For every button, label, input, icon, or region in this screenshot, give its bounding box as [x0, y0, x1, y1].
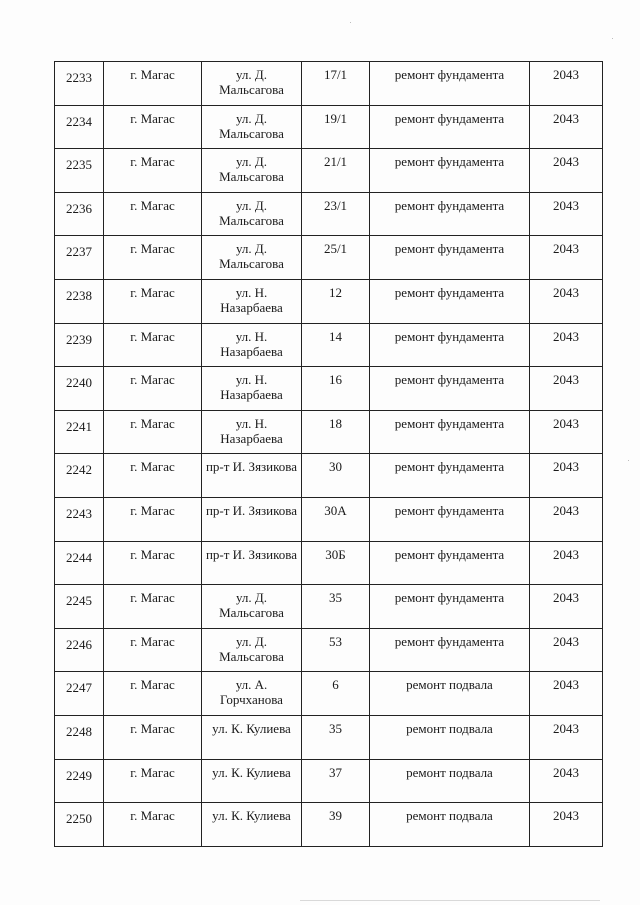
work-type-cell-text: ремонт фундамента	[394, 415, 505, 431]
house-number-cell	[302, 149, 370, 193]
work-type-cell	[370, 367, 530, 411]
street-cell	[202, 672, 302, 716]
work-type-cell	[370, 410, 530, 454]
table-row	[55, 149, 603, 193]
scan-speck	[612, 38, 613, 39]
house-number-cell	[302, 715, 370, 759]
work-type-cell-text: ремонт фундамента	[394, 67, 505, 82]
year-cell-text: 2043	[553, 67, 579, 82]
row-number-cell	[55, 497, 104, 541]
year-cell-text: 2043	[553, 677, 579, 693]
city-cell-text: г. Магас	[130, 677, 175, 693]
row-number-cell-text: 2249	[66, 767, 92, 783]
row-number-cell	[55, 323, 104, 367]
year-cell	[530, 628, 603, 672]
house-number-cell	[302, 585, 370, 629]
house-number-cell	[302, 279, 370, 323]
row-number-cell	[55, 628, 104, 672]
year-cell	[530, 105, 603, 149]
work-type-cell-text: ремонт фундамента	[394, 633, 505, 649]
year-cell	[530, 236, 603, 280]
work-type-cell-text: ремонт фундамента	[394, 372, 505, 388]
year-cell	[530, 585, 603, 629]
year-cell-text: 2043	[553, 546, 579, 562]
street-cell-text: ул. К. Кулиева	[212, 808, 291, 824]
street-cell-text: ул. Н. Назарбаева	[220, 328, 283, 359]
row-number-cell	[55, 715, 104, 759]
city-cell	[104, 628, 202, 672]
house-number-cell-text: 19/1	[323, 110, 348, 126]
house-number-cell	[302, 236, 370, 280]
street-cell-text: ул. Д. Мальсагова	[219, 633, 284, 664]
street-cell	[202, 803, 302, 847]
street-cell-text: пр-т И. Зязикова	[205, 459, 298, 475]
work-type-cell	[370, 497, 530, 541]
row-number-cell	[55, 759, 104, 803]
street-cell	[202, 541, 302, 585]
street-cell-text: ул. Д. Мальсагова	[219, 197, 284, 228]
year-cell-text: 2043	[553, 197, 579, 213]
house-number-cell	[302, 628, 370, 672]
city-cell	[104, 367, 202, 411]
house-number-cell-text: 35	[329, 720, 342, 736]
year-cell-text: 2043	[553, 502, 579, 518]
work-type-cell	[370, 323, 530, 367]
city-cell-text: г. Магас	[130, 590, 175, 606]
house-number-cell-text: 21/1	[323, 154, 348, 170]
house-number-cell-text: 12	[329, 284, 342, 300]
row-number-cell	[55, 585, 104, 629]
year-cell	[530, 323, 603, 367]
street-cell-text: ул. Д. Мальсагова	[219, 154, 284, 185]
house-number-cell-text: 30Б	[325, 546, 346, 562]
city-cell	[104, 672, 202, 716]
house-number-cell	[302, 497, 370, 541]
row-number-cell	[55, 192, 104, 236]
house-number-cell	[302, 192, 370, 236]
city-cell	[104, 279, 202, 323]
work-type-cell-text: ремонт фундамента	[394, 154, 505, 170]
city-cell-text: г. Магас	[130, 415, 175, 431]
city-cell-text: г. Магас	[130, 459, 175, 475]
row-number-cell	[55, 541, 104, 585]
row-number-cell-text: 2238	[66, 287, 92, 303]
row-number-cell-text: 2246	[66, 636, 92, 652]
table-row	[55, 672, 603, 716]
house-number-cell-text: 14	[329, 328, 342, 344]
house-number-cell-text: 30А	[324, 502, 347, 518]
year-cell	[530, 367, 603, 411]
table-body	[55, 62, 603, 847]
row-number-cell-text: 2250	[66, 811, 92, 827]
city-cell	[104, 236, 202, 280]
work-type-cell-text: ремонт фундамента	[394, 459, 505, 475]
work-type-cell-text: ремонт фундамента	[394, 546, 505, 562]
year-cell	[530, 62, 603, 106]
year-cell	[530, 541, 603, 585]
year-cell-text: 2043	[553, 372, 579, 388]
table-row	[55, 105, 603, 149]
row-number-cell-text: 2234	[66, 113, 92, 129]
year-cell-text: 2043	[553, 284, 579, 300]
year-cell	[530, 715, 603, 759]
work-type-cell	[370, 672, 530, 716]
row-number-cell	[55, 672, 104, 716]
street-cell-text: ул. Н. Назарбаева	[220, 284, 283, 315]
city-cell-text: г. Магас	[130, 633, 175, 649]
city-cell	[104, 541, 202, 585]
street-cell	[202, 323, 302, 367]
city-cell-text: г. Магас	[130, 502, 175, 518]
year-cell	[530, 279, 603, 323]
city-cell-text: г. Магас	[130, 764, 175, 780]
year-cell	[530, 410, 603, 454]
work-type-cell-text: ремонт подвала	[406, 677, 493, 693]
year-cell-text: 2043	[553, 764, 579, 780]
work-type-cell-text: ремонт фундамента	[394, 197, 505, 213]
street-cell-text: ул. А. Горчханова	[220, 677, 283, 708]
scan-speck	[350, 22, 351, 23]
house-number-cell-text: 37	[329, 764, 342, 780]
row-number-cell-text: 2242	[66, 462, 92, 478]
year-cell-text: 2043	[553, 808, 579, 824]
year-cell	[530, 192, 603, 236]
row-number-cell-text: 2241	[66, 418, 92, 434]
street-cell	[202, 497, 302, 541]
work-type-cell	[370, 803, 530, 847]
street-cell	[202, 149, 302, 193]
house-number-cell	[302, 759, 370, 803]
city-cell-text: г. Магас	[130, 67, 175, 82]
table-row	[55, 759, 603, 803]
city-cell	[104, 105, 202, 149]
year-cell	[530, 759, 603, 803]
table-row	[55, 410, 603, 454]
city-cell-text: г. Магас	[130, 284, 175, 300]
work-type-cell-text: ремонт подвала	[406, 720, 493, 736]
street-cell	[202, 279, 302, 323]
house-number-cell-text: 25/1	[323, 241, 348, 257]
row-number-cell-text: 2245	[66, 593, 92, 609]
street-cell-text: ул. Д. Мальсагова	[219, 590, 284, 621]
year-cell	[530, 803, 603, 847]
house-number-cell-text: 35	[329, 590, 342, 606]
work-type-cell	[370, 279, 530, 323]
city-cell	[104, 759, 202, 803]
row-number-cell-text: 2240	[66, 375, 92, 391]
work-type-cell-text: ремонт подвала	[406, 808, 493, 824]
house-number-cell-text: 16	[329, 372, 342, 388]
house-number-cell-text: 39	[329, 808, 342, 824]
house-number-cell-text: 17/1	[323, 67, 348, 82]
city-cell-text: г. Магас	[130, 372, 175, 388]
row-number-cell	[55, 279, 104, 323]
year-cell-text: 2043	[553, 415, 579, 431]
work-type-cell-text: ремонт фундамента	[394, 502, 505, 518]
row-number-cell-text: 2243	[66, 505, 92, 521]
street-cell-text: ул. Д. Мальсагова	[219, 110, 284, 141]
city-cell-text: г. Магас	[130, 154, 175, 170]
house-number-cell	[302, 105, 370, 149]
city-cell-text: г. Магас	[130, 110, 175, 126]
work-type-cell-text: ремонт фундамента	[394, 110, 505, 126]
city-cell-text: г. Магас	[130, 808, 175, 824]
row-number-cell	[55, 410, 104, 454]
house-number-cell-text: 18	[329, 415, 342, 431]
city-cell	[104, 715, 202, 759]
year-cell	[530, 149, 603, 193]
row-number-cell-text: 2235	[66, 157, 92, 173]
city-cell	[104, 149, 202, 193]
row-number-cell-text: 2247	[66, 680, 92, 696]
year-cell-text: 2043	[553, 154, 579, 170]
row-number-cell	[55, 454, 104, 498]
table-row	[55, 585, 603, 629]
year-cell	[530, 454, 603, 498]
table-row	[55, 715, 603, 759]
work-type-cell	[370, 541, 530, 585]
house-number-cell-text: 23/1	[323, 197, 348, 213]
city-cell-text: г. Магас	[130, 328, 175, 344]
row-number-cell-text: 2237	[66, 244, 92, 260]
house-number-cell	[302, 803, 370, 847]
work-type-cell-text: ремонт фундамента	[394, 328, 505, 344]
table-row	[55, 454, 603, 498]
street-cell	[202, 759, 302, 803]
year-cell-text: 2043	[553, 328, 579, 344]
street-cell	[202, 192, 302, 236]
work-type-cell	[370, 628, 530, 672]
city-cell	[104, 454, 202, 498]
table-row	[55, 323, 603, 367]
street-cell	[202, 236, 302, 280]
house-number-cell	[302, 541, 370, 585]
street-cell	[202, 585, 302, 629]
work-type-cell-text: ремонт подвала	[406, 764, 493, 780]
row-number-cell	[55, 105, 104, 149]
work-type-cell	[370, 715, 530, 759]
city-cell-text: г. Магас	[130, 546, 175, 562]
table-row	[55, 497, 603, 541]
city-cell	[104, 585, 202, 629]
street-cell	[202, 105, 302, 149]
house-number-cell	[302, 410, 370, 454]
row-number-cell-text: 2239	[66, 331, 92, 347]
house-number-cell	[302, 367, 370, 411]
street-cell	[202, 410, 302, 454]
table-row	[55, 803, 603, 847]
street-cell-text: пр-т И. Зязикова	[205, 502, 298, 518]
house-number-cell-text: 53	[329, 633, 342, 649]
row-number-cell-text: 2248	[66, 723, 92, 739]
street-cell-text: ул. Д. Мальсагова	[219, 67, 284, 97]
year-cell-text: 2043	[553, 590, 579, 606]
city-cell-text: г. Магас	[130, 197, 175, 213]
year-cell	[530, 497, 603, 541]
city-cell	[104, 410, 202, 454]
street-cell	[202, 628, 302, 672]
street-cell-text: ул. Н. Назарбаева	[220, 372, 283, 403]
work-type-cell-text: ремонт фундамента	[394, 241, 505, 257]
year-cell	[530, 672, 603, 716]
house-number-cell	[302, 62, 370, 106]
work-type-cell	[370, 585, 530, 629]
city-cell	[104, 192, 202, 236]
city-cell-text: г. Магас	[130, 241, 175, 257]
work-type-cell	[370, 192, 530, 236]
work-type-cell	[370, 454, 530, 498]
row-number-cell	[55, 62, 104, 106]
row-number-cell	[55, 367, 104, 411]
street-cell-text: ул. К. Кулиева	[212, 720, 291, 736]
house-number-cell-text: 30	[329, 459, 342, 475]
city-cell	[104, 497, 202, 541]
street-cell	[202, 367, 302, 411]
city-cell-text: г. Магас	[130, 720, 175, 736]
row-number-cell	[55, 149, 104, 193]
row-number-cell	[55, 803, 104, 847]
house-number-cell-text: 6	[332, 677, 339, 693]
street-cell	[202, 715, 302, 759]
year-cell-text: 2043	[553, 241, 579, 257]
work-type-cell	[370, 62, 530, 106]
work-type-cell-text: ремонт фундамента	[394, 590, 505, 606]
work-type-cell	[370, 236, 530, 280]
repair-schedule-table	[54, 61, 603, 847]
city-cell	[104, 323, 202, 367]
year-cell-text: 2043	[553, 110, 579, 126]
city-cell	[104, 62, 202, 106]
street-cell-text: ул. Н. Назарбаева	[220, 415, 283, 446]
year-cell-text: 2043	[553, 459, 579, 475]
street-cell-text: пр-т И. Зязикова	[205, 546, 298, 562]
row-number-cell-text: 2244	[66, 549, 92, 565]
city-cell	[104, 803, 202, 847]
row-number-cell	[55, 236, 104, 280]
street-cell-text: ул. Д. Мальсагова	[219, 241, 284, 272]
year-cell-text: 2043	[553, 633, 579, 649]
table-row	[55, 541, 603, 585]
work-type-cell	[370, 759, 530, 803]
house-number-cell	[302, 323, 370, 367]
table-row	[55, 192, 603, 236]
year-cell-text: 2043	[553, 720, 579, 736]
table-row	[55, 236, 603, 280]
street-cell	[202, 62, 302, 106]
street-cell-text: ул. К. Кулиева	[212, 764, 291, 780]
house-number-cell	[302, 454, 370, 498]
work-type-cell	[370, 149, 530, 193]
scan-edge-top	[300, 900, 600, 901]
table-row	[55, 62, 603, 106]
table-row	[55, 628, 603, 672]
table-row	[55, 279, 603, 323]
table-row	[55, 367, 603, 411]
work-type-cell	[370, 105, 530, 149]
work-type-cell-text: ремонт фундамента	[394, 284, 505, 300]
row-number-cell-text: 2233	[66, 70, 92, 85]
street-cell	[202, 454, 302, 498]
scan-speck	[628, 460, 629, 461]
house-number-cell	[302, 672, 370, 716]
row-number-cell-text: 2236	[66, 200, 92, 216]
